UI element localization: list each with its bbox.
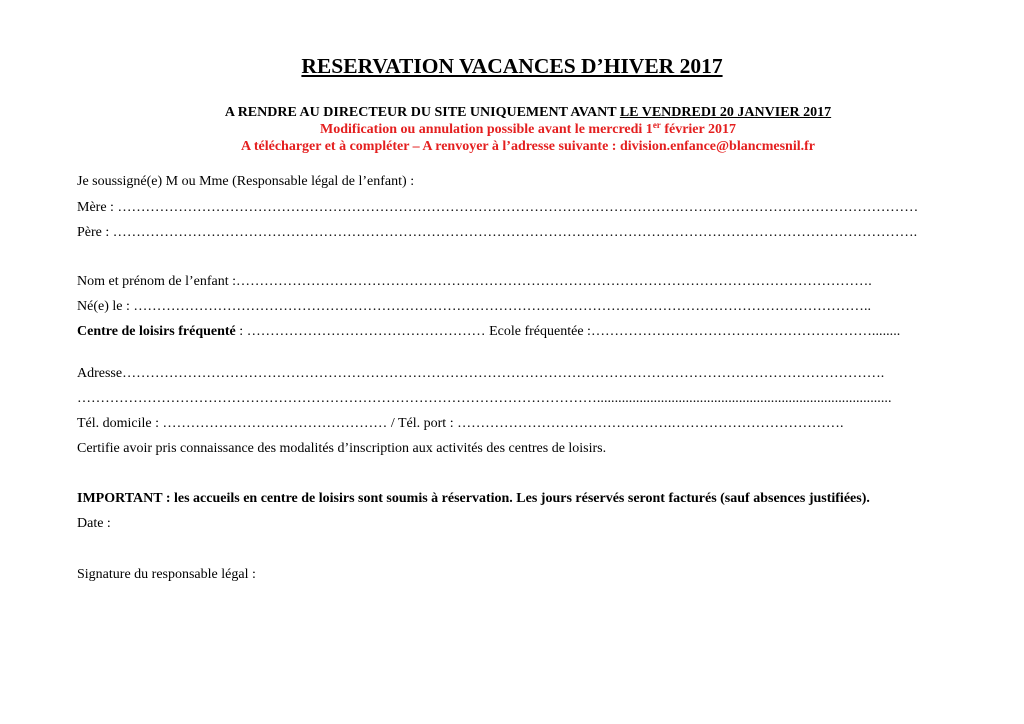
adresse-dots: ………………………………………………………………………………………………………………………………………………. (122, 366, 885, 381)
important-notice: IMPORTANT : les accueils en centre de loisirs sont soumis à réservation. Les jours réservés seront facturés (sauf absences justifiées). (77, 491, 870, 506)
enfant-label: Nom et prénom de l’enfant : (77, 274, 237, 289)
adresse-field[interactable] (77, 366, 884, 382)
mere-field[interactable] (77, 200, 918, 216)
mere-label: Mère : (77, 200, 114, 215)
adresse-line-2[interactable] (77, 391, 892, 407)
centre-ecole-field[interactable] (77, 324, 900, 340)
ecole-dots: ……………………………………………………........ (590, 324, 901, 339)
pere-label: Père : (77, 225, 110, 240)
certifie-text: Certifie avoir pris connaissance des modalités d’inscription aux activités des centres de loisirs. (77, 441, 607, 456)
mere-dots: ……………………………………………………………………………………………………………………………………………………… (117, 200, 919, 215)
tel-domicile-dots: ………………………………………… (162, 416, 388, 431)
deadline-date: LE VENDREDI 20 JANVIER 2017 (619, 105, 832, 120)
signature-label[interactable]: Signature du responsable légal : (77, 567, 256, 582)
deadline-line (0, 105, 1024, 121)
tel-port-dots: ……………………………………….………………………………. (457, 416, 844, 431)
ne-dots: ………………………………………………………………………………………………………………………………………….. (133, 299, 872, 314)
tel-port-label: / Tél. port : (390, 416, 454, 431)
pere-field[interactable] (77, 225, 917, 241)
date-label[interactable]: Date : (77, 516, 111, 531)
deadline-prefix: A RENDRE AU DIRECTEUR DU SITE UNIQUEMENT AVANT (224, 105, 620, 120)
naissance-field[interactable] (77, 299, 871, 315)
adresse-dots-2: …………………………………………………………………………………………………................................................................................... (77, 391, 892, 406)
intro-text: Je soussigné(e) M ou Mme (Responsable légal de l’enfant) : (77, 174, 415, 189)
ecole-label: Ecole fréquentée : (489, 324, 591, 339)
enfant-field[interactable] (77, 274, 872, 290)
adresse-label: Adresse (77, 366, 123, 381)
centre-dots: : …………………………………………… (239, 324, 486, 339)
modification-prefix: Modification ou annulation possible avant le mercredi 1 (320, 122, 653, 137)
modification-line (0, 122, 1024, 138)
modification-sup: er (652, 120, 661, 130)
telephone-field[interactable] (77, 416, 844, 432)
download-instructions: A télécharger et à compléter – A renvoyer à l’adresse suivante : division.enfance@blancmesnil.fr (241, 139, 815, 154)
centre-label: Centre de loisirs fréquenté (77, 324, 236, 339)
modification-suffix: février 2017 (660, 122, 736, 137)
document-title: RESERVATION VACANCES D’HIVER 2017 (301, 54, 723, 78)
pere-dots: ………………………………………………………………………………………………………………………………………………………. (112, 225, 918, 240)
enfant-dots: ………………………………………………………………………………………………………………………. (236, 274, 872, 289)
tel-domicile-label: Tél. domicile : (77, 416, 160, 431)
ne-label: Né(e) le : (77, 299, 130, 314)
